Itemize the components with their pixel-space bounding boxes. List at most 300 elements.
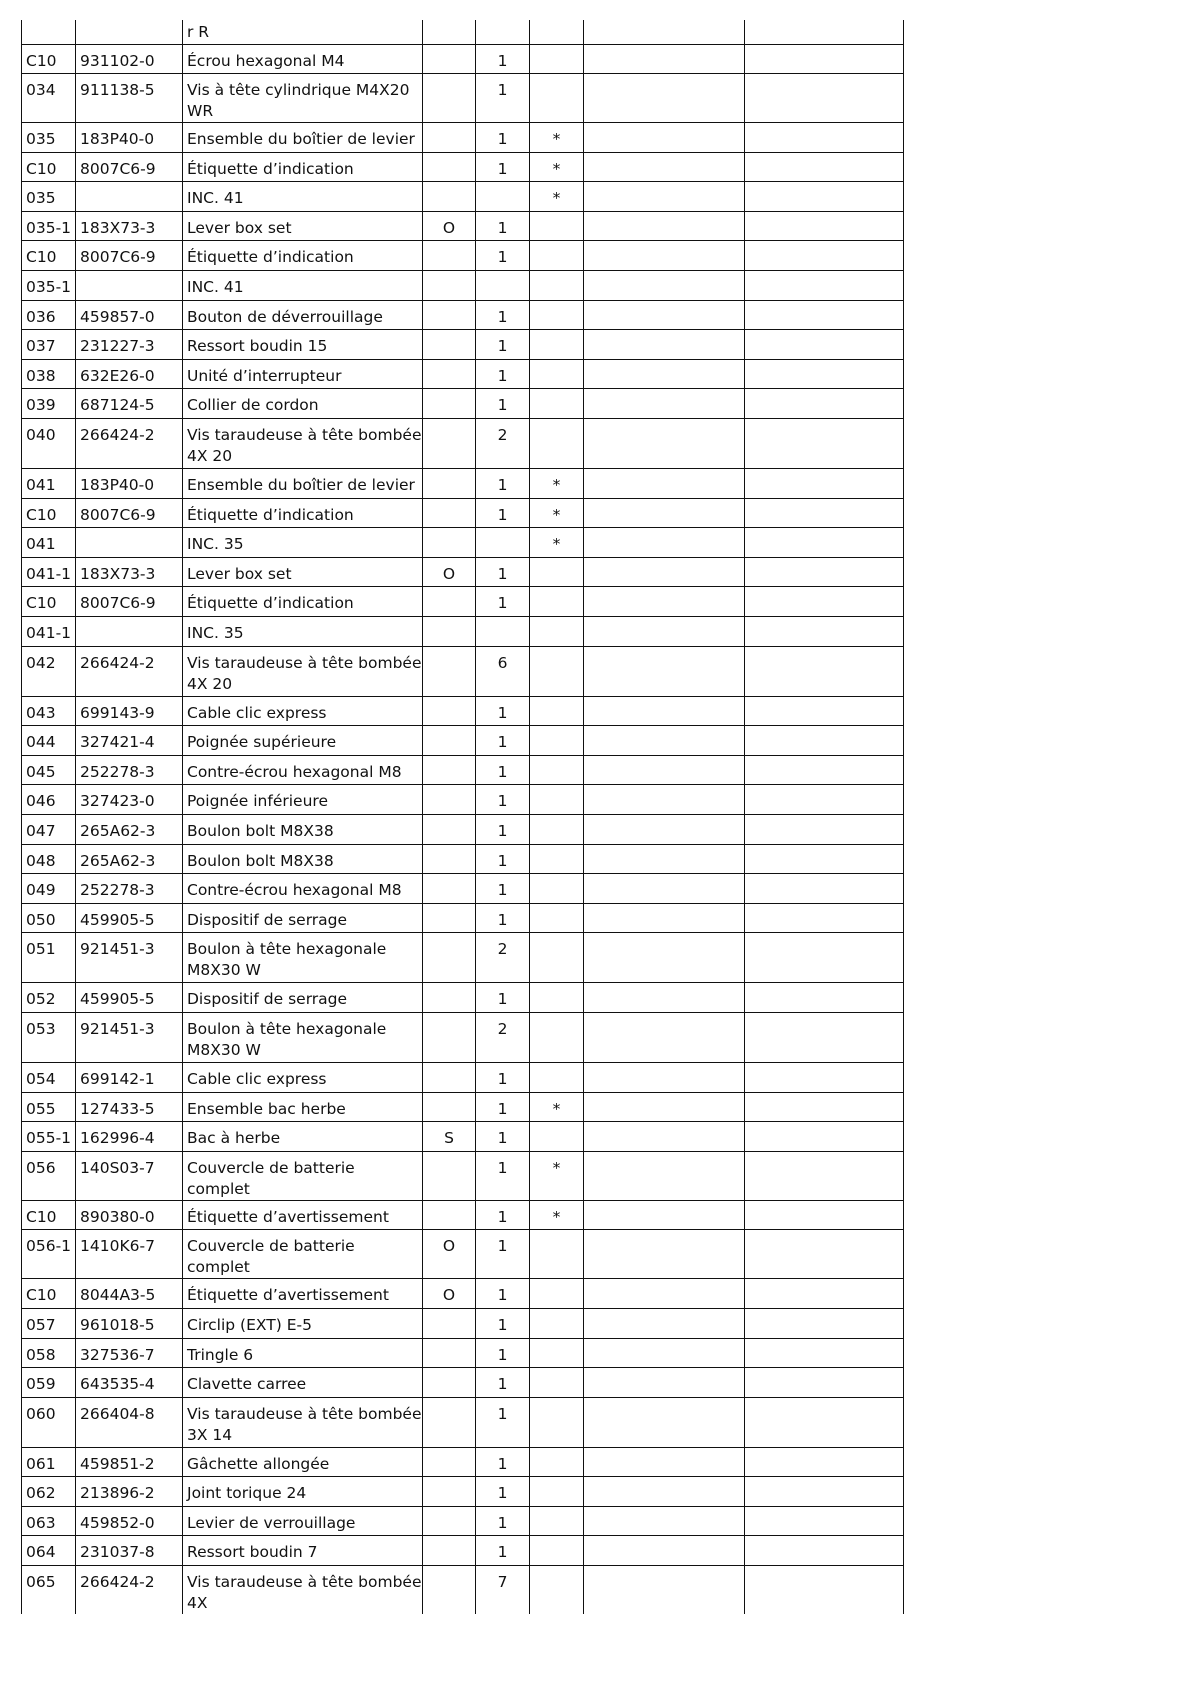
quantity-cell: 1	[476, 557, 530, 587]
substitution-cell	[423, 814, 476, 844]
empty-cell	[584, 498, 745, 528]
substitution-cell	[423, 587, 476, 617]
description-cell: Joint torique 24	[183, 1477, 423, 1507]
table-row	[22, 44, 904, 74]
note-cell	[530, 696, 584, 726]
table-row	[22, 874, 904, 904]
description-cell: INC. 35	[183, 528, 423, 558]
quantity-cell: 1	[476, 1368, 530, 1398]
note-cell	[530, 74, 584, 123]
table-row	[22, 152, 904, 182]
table-row	[22, 498, 904, 528]
note-cell	[530, 20, 584, 44]
description-cell: INC. 35	[183, 617, 423, 647]
table-row	[22, 587, 904, 617]
empty-cell	[584, 74, 745, 123]
empty-cell	[745, 271, 904, 301]
empty-cell	[745, 389, 904, 419]
note-cell	[530, 1338, 584, 1368]
part-number-cell: 8007C6-9	[76, 498, 183, 528]
empty-cell	[745, 1279, 904, 1309]
part-number-cell: 231227-3	[76, 330, 183, 360]
table-row	[22, 389, 904, 419]
ref-number-cell: 052	[22, 983, 76, 1013]
quantity-cell	[476, 182, 530, 212]
empty-cell	[745, 211, 904, 241]
note-cell	[530, 557, 584, 587]
description-cell: Étiquette d’indication	[183, 152, 423, 182]
description-cell: Ensemble du boîtier de levier	[183, 469, 423, 499]
quantity-cell: 1	[476, 1151, 530, 1200]
quantity-cell: 1	[476, 300, 530, 330]
quantity-cell: 1	[476, 1230, 530, 1279]
empty-cell	[584, 785, 745, 815]
empty-cell	[584, 1447, 745, 1477]
part-number-cell: 183X73-3	[76, 211, 183, 241]
substitution-cell	[423, 755, 476, 785]
empty-cell	[584, 1062, 745, 1092]
part-number-cell: 921451-3	[76, 933, 183, 983]
quantity-cell: 1	[476, 241, 530, 271]
empty-cell	[584, 20, 745, 44]
empty-cell	[584, 617, 745, 647]
ref-number-cell: 041	[22, 528, 76, 558]
description-cell: Ressort boudin 7	[183, 1536, 423, 1566]
part-number-cell: 459905-5	[76, 903, 183, 933]
part-number-cell: 252278-3	[76, 874, 183, 904]
empty-cell	[584, 1151, 745, 1200]
part-number-cell: 266424-2	[76, 419, 183, 469]
empty-cell	[584, 44, 745, 74]
note-cell	[530, 1368, 584, 1398]
table-row	[22, 300, 904, 330]
table-row	[22, 1230, 904, 1279]
description-cell: Contre-écrou hexagonal M8	[183, 755, 423, 785]
note-cell	[530, 814, 584, 844]
ref-number-cell: 037	[22, 330, 76, 360]
note-cell	[530, 983, 584, 1013]
ref-number-cell: 056	[22, 1151, 76, 1200]
table-row	[22, 903, 904, 933]
empty-cell	[745, 74, 904, 123]
empty-cell	[584, 1536, 745, 1566]
substitution-cell	[423, 330, 476, 360]
part-number-cell: 327421-4	[76, 726, 183, 756]
part-number-cell: 8007C6-9	[76, 152, 183, 182]
ref-number-cell: C10	[22, 587, 76, 617]
part-number-cell: 231037-8	[76, 1536, 183, 1566]
note-cell	[530, 300, 584, 330]
substitution-cell	[423, 1308, 476, 1338]
description-cell: INC. 41	[183, 182, 423, 212]
ref-number-cell: 055	[22, 1092, 76, 1122]
table-row	[22, 469, 904, 499]
empty-cell	[745, 1122, 904, 1152]
table-row	[22, 646, 904, 696]
empty-cell	[745, 1230, 904, 1279]
substitution-cell	[423, 1447, 476, 1477]
table-row	[22, 330, 904, 360]
empty-cell	[584, 271, 745, 301]
ref-number-cell: 057	[22, 1308, 76, 1338]
note-cell	[530, 241, 584, 271]
note-cell	[530, 1397, 584, 1447]
empty-cell	[584, 903, 745, 933]
note-cell	[530, 1447, 584, 1477]
table-row	[22, 983, 904, 1013]
ref-number-cell: 054	[22, 1062, 76, 1092]
part-number-cell: 459852-0	[76, 1506, 183, 1536]
empty-cell	[745, 1477, 904, 1507]
table-row	[22, 359, 904, 389]
table-row	[22, 1368, 904, 1398]
part-number-cell	[76, 182, 183, 212]
table-row	[22, 1506, 904, 1536]
empty-cell	[584, 696, 745, 726]
part-number-cell: 890380-0	[76, 1200, 183, 1230]
ref-number-cell: 056-1	[22, 1230, 76, 1279]
note-cell	[530, 44, 584, 74]
empty-cell	[745, 617, 904, 647]
empty-cell	[745, 755, 904, 785]
quantity-cell: 1	[476, 44, 530, 74]
ref-number-cell: 041-1	[22, 557, 76, 587]
quantity-cell: 1	[476, 755, 530, 785]
substitution-cell	[423, 1368, 476, 1398]
note-cell	[530, 1566, 584, 1615]
table-row	[22, 1012, 904, 1062]
part-number-cell: 327423-0	[76, 785, 183, 815]
quantity-cell: 2	[476, 419, 530, 469]
parts-list-body	[22, 20, 904, 1614]
note-cell: *	[530, 1092, 584, 1122]
table-row	[22, 844, 904, 874]
quantity-cell: 2	[476, 1012, 530, 1062]
empty-cell	[745, 44, 904, 74]
description-cell: Vis taraudeuse à tête bombée 4X	[183, 1566, 423, 1615]
part-number-cell: 266404-8	[76, 1397, 183, 1447]
ref-number-cell: 040	[22, 419, 76, 469]
substitution-cell	[423, 498, 476, 528]
empty-cell	[745, 1012, 904, 1062]
empty-cell	[584, 528, 745, 558]
part-number-cell: 643535-4	[76, 1368, 183, 1398]
empty-cell	[745, 587, 904, 617]
part-number-cell: 266424-2	[76, 646, 183, 696]
empty-cell	[745, 528, 904, 558]
empty-cell	[745, 330, 904, 360]
substitution-cell	[423, 933, 476, 983]
substitution-cell	[423, 123, 476, 153]
empty-cell	[745, 983, 904, 1013]
quantity-cell: 1	[476, 123, 530, 153]
substitution-cell	[423, 182, 476, 212]
table-row	[22, 1122, 904, 1152]
part-number-cell: 266424-2	[76, 1566, 183, 1615]
table-row	[22, 1062, 904, 1092]
part-number-cell: 911138-5	[76, 74, 183, 123]
note-cell: *	[530, 152, 584, 182]
substitution-cell	[423, 1200, 476, 1230]
empty-cell	[584, 646, 745, 696]
quantity-cell: 1	[476, 74, 530, 123]
empty-cell	[584, 1477, 745, 1507]
note-cell	[530, 1308, 584, 1338]
part-number-cell: 140S03-7	[76, 1151, 183, 1200]
description-cell: Boulon à tête hexagonale M8X30 W	[183, 933, 423, 983]
quantity-cell: 1	[476, 696, 530, 726]
quantity-cell: 1	[476, 1279, 530, 1309]
quantity-cell: 1	[476, 903, 530, 933]
part-number-cell: 699142-1	[76, 1062, 183, 1092]
part-number-cell: 183P40-0	[76, 123, 183, 153]
table-row	[22, 933, 904, 983]
note-cell	[530, 1506, 584, 1536]
table-row	[22, 528, 904, 558]
description-cell: r R	[183, 20, 423, 44]
description-cell: Ensemble bac herbe	[183, 1092, 423, 1122]
quantity-cell: 1	[476, 587, 530, 617]
ref-number-cell: 062	[22, 1477, 76, 1507]
substitution-cell	[423, 844, 476, 874]
table-row	[22, 1477, 904, 1507]
quantity-cell: 1	[476, 498, 530, 528]
quantity-cell: 1	[476, 874, 530, 904]
part-number-cell: 1410K6-7	[76, 1230, 183, 1279]
quantity-cell: 1	[476, 1122, 530, 1152]
part-number-cell: 961018-5	[76, 1308, 183, 1338]
empty-cell	[745, 1062, 904, 1092]
empty-cell	[745, 933, 904, 983]
table-row	[22, 726, 904, 756]
empty-cell	[745, 419, 904, 469]
empty-cell	[745, 785, 904, 815]
note-cell	[530, 1477, 584, 1507]
empty-cell	[584, 1012, 745, 1062]
empty-cell	[584, 726, 745, 756]
quantity-cell: 1	[476, 1200, 530, 1230]
description-cell: Circlip (EXT) E-5	[183, 1308, 423, 1338]
part-number-cell: 183X73-3	[76, 557, 183, 587]
part-number-cell: 459857-0	[76, 300, 183, 330]
part-number-cell	[76, 528, 183, 558]
note-cell	[530, 617, 584, 647]
quantity-cell: 1	[476, 1536, 530, 1566]
part-number-cell: 127433-5	[76, 1092, 183, 1122]
quantity-cell: 1	[476, 1477, 530, 1507]
empty-cell	[584, 123, 745, 153]
table-row	[22, 1308, 904, 1338]
note-cell	[530, 1062, 584, 1092]
description-cell: Contre-écrou hexagonal M8	[183, 874, 423, 904]
quantity-cell: 1	[476, 152, 530, 182]
description-cell: Étiquette d’avertissement	[183, 1200, 423, 1230]
description-cell: Vis taraudeuse à tête bombée 4X 20	[183, 646, 423, 696]
substitution-cell	[423, 1012, 476, 1062]
empty-cell	[584, 983, 745, 1013]
note-cell	[530, 755, 584, 785]
substitution-cell	[423, 1477, 476, 1507]
part-number-cell: 8007C6-9	[76, 241, 183, 271]
table-row	[22, 271, 904, 301]
substitution-cell	[423, 1536, 476, 1566]
ref-number-cell: 042	[22, 646, 76, 696]
empty-cell	[745, 1200, 904, 1230]
description-cell: Levier de verrouillage	[183, 1506, 423, 1536]
substitution-cell	[423, 20, 476, 44]
substitution-cell	[423, 903, 476, 933]
substitution-cell	[423, 469, 476, 499]
empty-cell	[745, 1151, 904, 1200]
note-cell	[530, 726, 584, 756]
description-cell: Étiquette d’indication	[183, 241, 423, 271]
quantity-cell: 1	[476, 1397, 530, 1447]
empty-cell	[745, 1368, 904, 1398]
substitution-cell: O	[423, 211, 476, 241]
substitution-cell	[423, 785, 476, 815]
substitution-cell	[423, 983, 476, 1013]
quantity-cell: 1	[476, 1338, 530, 1368]
ref-number-cell: 049	[22, 874, 76, 904]
ref-number-cell: C10	[22, 498, 76, 528]
substitution-cell	[423, 271, 476, 301]
quantity-cell: 1	[476, 389, 530, 419]
empty-cell	[745, 903, 904, 933]
note-cell	[530, 1012, 584, 1062]
quantity-cell: 1	[476, 1092, 530, 1122]
note-cell	[530, 389, 584, 419]
ref-number-cell: C10	[22, 241, 76, 271]
empty-cell	[745, 874, 904, 904]
substitution-cell	[423, 696, 476, 726]
note-cell: *	[530, 469, 584, 499]
description-cell: Cable clic express	[183, 1062, 423, 1092]
empty-cell	[584, 1200, 745, 1230]
substitution-cell	[423, 389, 476, 419]
description-cell: Gâchette allongée	[183, 1447, 423, 1477]
table-row	[22, 182, 904, 212]
quantity-cell	[476, 617, 530, 647]
ref-number-cell: C10	[22, 152, 76, 182]
empty-cell	[584, 211, 745, 241]
description-cell: Boulon bolt M8X38	[183, 814, 423, 844]
empty-cell	[584, 300, 745, 330]
ref-number-cell: 050	[22, 903, 76, 933]
substitution-cell	[423, 44, 476, 74]
description-cell: Boulon à tête hexagonale M8X30 W	[183, 1012, 423, 1062]
quantity-cell: 1	[476, 211, 530, 241]
description-cell: Bac à herbe	[183, 1122, 423, 1152]
ref-number-cell: 048	[22, 844, 76, 874]
table-row	[22, 1151, 904, 1200]
description-cell: Poignée supérieure	[183, 726, 423, 756]
description-cell: Bouton de déverrouillage	[183, 300, 423, 330]
description-cell: Étiquette d’indication	[183, 498, 423, 528]
empty-cell	[584, 1122, 745, 1152]
ref-number-cell: 059	[22, 1368, 76, 1398]
description-cell: Ressort boudin 15	[183, 330, 423, 360]
description-cell: Collier de cordon	[183, 389, 423, 419]
empty-cell	[584, 152, 745, 182]
empty-cell	[584, 359, 745, 389]
substitution-cell: S	[423, 1122, 476, 1152]
empty-cell	[584, 814, 745, 844]
empty-cell	[745, 646, 904, 696]
ref-number-cell: 047	[22, 814, 76, 844]
empty-cell	[584, 1566, 745, 1615]
note-cell	[530, 1230, 584, 1279]
empty-cell	[745, 359, 904, 389]
empty-cell	[584, 330, 745, 360]
quantity-cell: 7	[476, 1566, 530, 1615]
part-number-cell: 459851-2	[76, 1447, 183, 1477]
part-number-cell: 459905-5	[76, 983, 183, 1013]
description-cell: Vis à tête cylindrique M4X20 WR	[183, 74, 423, 123]
table-row	[22, 1279, 904, 1309]
substitution-cell	[423, 1151, 476, 1200]
substitution-cell	[423, 1062, 476, 1092]
empty-cell	[745, 469, 904, 499]
ref-number-cell: 041-1	[22, 617, 76, 647]
part-number-cell	[76, 20, 183, 44]
ref-number-cell: C10	[22, 1200, 76, 1230]
note-cell: *	[530, 498, 584, 528]
note-cell	[530, 1536, 584, 1566]
description-cell: Vis taraudeuse à tête bombée 3X 14	[183, 1397, 423, 1447]
ref-number-cell: 035-1	[22, 271, 76, 301]
quantity-cell: 1	[476, 1447, 530, 1477]
table-row	[22, 419, 904, 469]
description-cell: Unité d’interrupteur	[183, 359, 423, 389]
substitution-cell	[423, 617, 476, 647]
ref-number-cell	[22, 20, 76, 44]
ref-number-cell: 060	[22, 1397, 76, 1447]
note-cell: *	[530, 1200, 584, 1230]
empty-cell	[584, 557, 745, 587]
description-cell: Couvercle de batterie complet	[183, 1230, 423, 1279]
substitution-cell	[423, 528, 476, 558]
empty-cell	[745, 1536, 904, 1566]
table-row	[22, 1092, 904, 1122]
quantity-cell: 1	[476, 359, 530, 389]
ref-number-cell: 034	[22, 74, 76, 123]
table-row	[22, 241, 904, 271]
substitution-cell	[423, 1092, 476, 1122]
quantity-cell: 1	[476, 785, 530, 815]
table-row	[22, 123, 904, 153]
parts-list-table	[21, 20, 904, 1614]
table-row	[22, 785, 904, 815]
empty-cell	[745, 844, 904, 874]
quantity-cell: 1	[476, 726, 530, 756]
table-row	[22, 1447, 904, 1477]
quantity-cell: 1	[476, 844, 530, 874]
empty-cell	[584, 1338, 745, 1368]
substitution-cell	[423, 241, 476, 271]
part-number-cell: 687124-5	[76, 389, 183, 419]
empty-cell	[745, 300, 904, 330]
substitution-cell: O	[423, 1279, 476, 1309]
substitution-cell: O	[423, 557, 476, 587]
description-cell: Ensemble du boîtier de levier	[183, 123, 423, 153]
table-row	[22, 814, 904, 844]
ref-number-cell: C10	[22, 1279, 76, 1309]
part-number-cell: 8044A3-5	[76, 1279, 183, 1309]
empty-cell	[584, 241, 745, 271]
empty-cell	[745, 1338, 904, 1368]
description-cell: Boulon bolt M8X38	[183, 844, 423, 874]
empty-cell	[584, 1506, 745, 1536]
